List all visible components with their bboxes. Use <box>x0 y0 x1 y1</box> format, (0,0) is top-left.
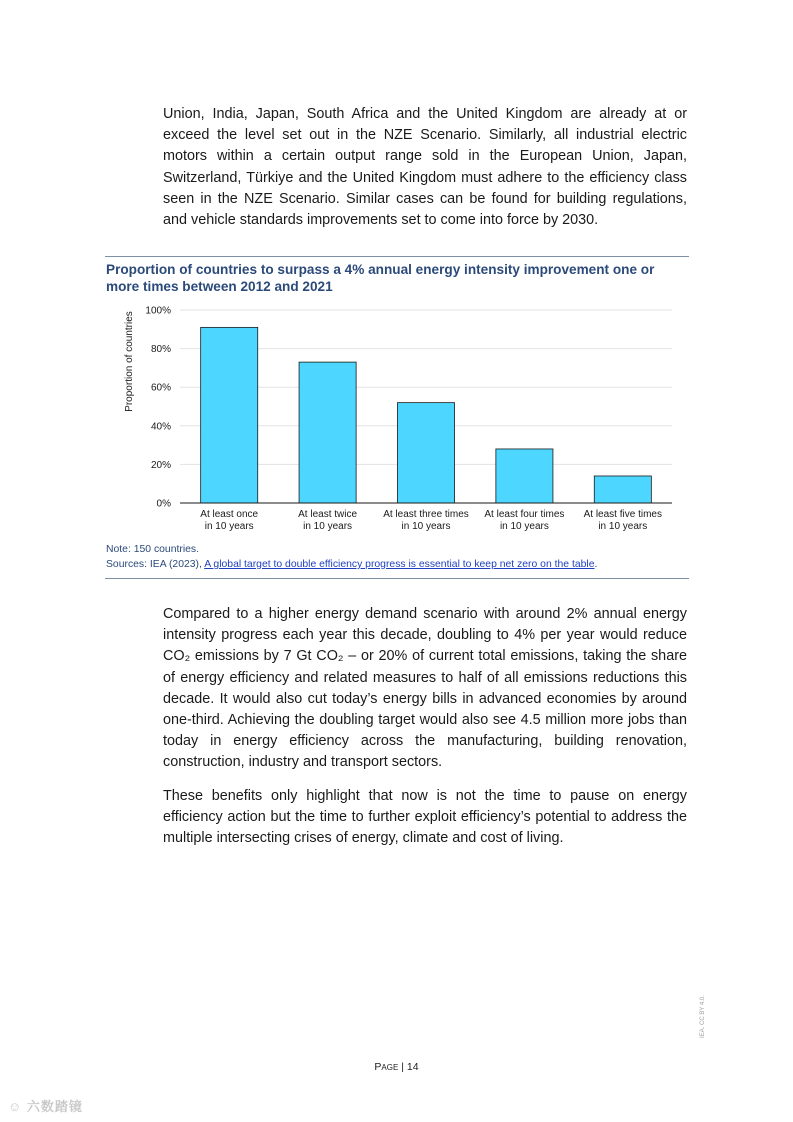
x-tick-label: At least four times <box>484 509 565 520</box>
x-tick-label: At least five times <box>583 509 662 520</box>
y-tick-label: 100% <box>145 305 171 317</box>
y-tick-label: 80% <box>150 344 171 356</box>
body-paragraph-3: These benefits only highlight that now is not the time to pause on energy efficiency action but the time to further exploit efficiency’s potential to address the multiple intersecting crises of energy, climate and cost of living. <box>163 788 687 847</box>
figure-bottom-rule <box>105 578 689 579</box>
x-tick-label: in 10 years <box>401 521 451 532</box>
y-tick-label: 20% <box>150 459 171 471</box>
y-tick-label: 0% <box>156 498 171 510</box>
page-label-rest: AGE <box>381 1063 399 1072</box>
y-axis-label: Proportion of countries <box>124 311 135 412</box>
page-number: 14 <box>406 1061 419 1073</box>
x-tick-label: in 10 years <box>204 521 254 532</box>
bar-3 <box>397 403 454 503</box>
bar-2 <box>299 362 356 503</box>
chart-note: Note: 150 countries. <box>106 544 199 555</box>
x-tick-label: At least once <box>200 509 259 520</box>
x-tick-label: in 10 years <box>598 521 648 532</box>
chart-title: Proportion of countries to surpass a 4% annual energy intensity improvement one or more times between 2012 and 2021 <box>106 262 655 294</box>
y-tick-label: 40% <box>150 421 171 433</box>
bar-1 <box>201 327 258 503</box>
sources-prefix: Sources: IEA (2023), <box>106 559 205 570</box>
x-tick-label: At least three times <box>383 509 469 520</box>
license-text: IEA. CC BY 4.0. <box>700 995 706 1038</box>
sources-suffix: . <box>594 559 598 570</box>
page-label-initial: P <box>374 1061 382 1073</box>
chart-sources <box>106 559 597 570</box>
page-separator: | <box>398 1061 407 1073</box>
x-tick-label: in 10 years <box>303 521 353 532</box>
body-paragraph-1: Union, India, Japan, South Africa and the United Kingdom are already at or exceed the level set out in the NZE Scenario. Similarly, all industrial electric motors within a certain output range sold in the European Union, Japan, Switzerland, Türkiye and the United Kingdom must adhere to the efficiency class seen in the NZE Scenario. Similar cases can be found for building regulations, and vehicle standards improvements set to come into force by 2030. <box>163 106 687 229</box>
body-paragraph-2: Compared to a higher energy demand scenario with around 2% annual energy intensity progress each year this decade, doubling to 4% per year would reduce CO₂ emissions by 7 Gt CO₂ – or 20% of current total emissions, taking the share of energy efficiency and related measures to half of all emissions reductions this decade. It would also cut today’s energy bills in advanced economies by around one-third. Achieving the doubling target would also see 4.5 million more jobs than today in energy efficiency across the manufacturing, building renovation, construction, industry and transport sectors. <box>163 606 687 771</box>
x-tick-label: At least twice <box>298 509 358 520</box>
page-number-footer <box>0 1061 793 1073</box>
bar-5 <box>594 476 651 503</box>
watermark-logo: ☺ 六数踏镜 <box>8 1099 83 1114</box>
figure-top-rule <box>105 256 689 257</box>
x-tick-label: in 10 years <box>499 521 549 532</box>
y-tick-label: 60% <box>150 382 171 394</box>
bar-4 <box>496 449 553 503</box>
sources-link[interactable]: A global target to double efficiency progress is essential to keep net zero on the table <box>204 559 595 570</box>
bar-chart <box>105 298 685 538</box>
